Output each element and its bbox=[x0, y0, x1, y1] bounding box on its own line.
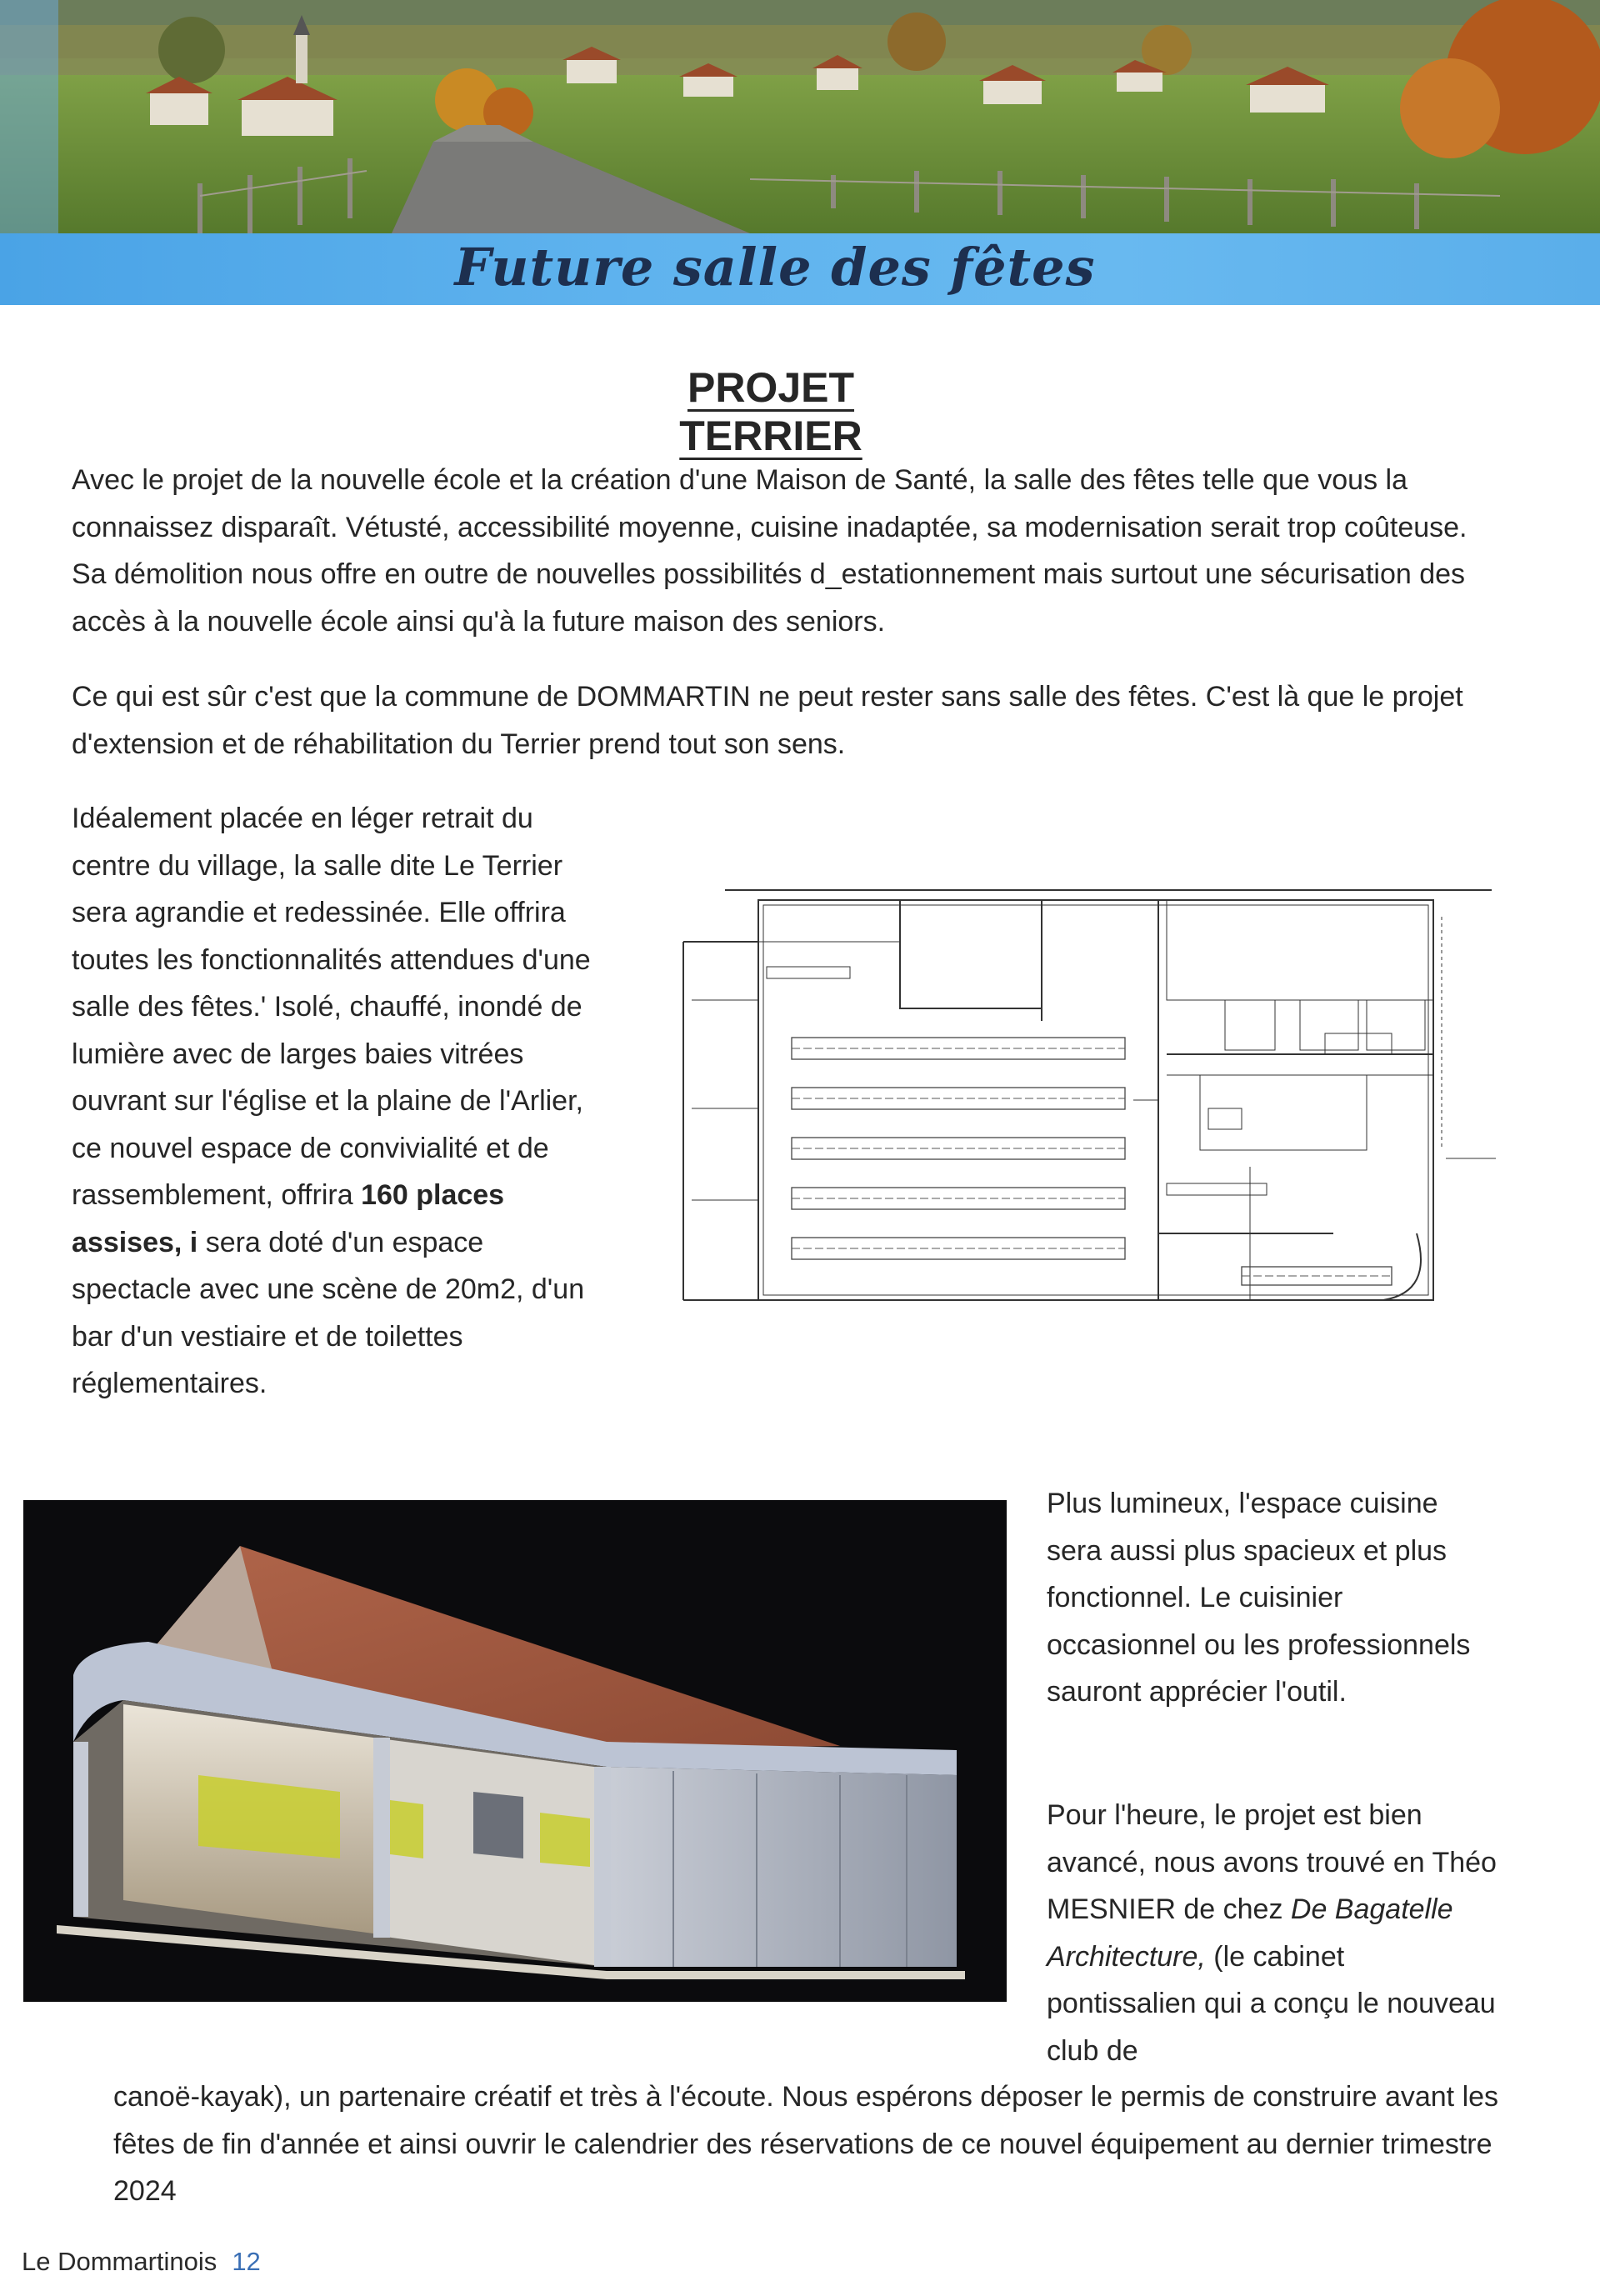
seat-count-highlight: 160 places assises, i bbox=[72, 1179, 505, 1258]
paragraph-commune: Ce qui est sûr c'est que la commune de DOMMARTIN ne peut rester sans salle des fêtes. C'est là que le projet d'extension et de réhabilitation du Terrier prend tout son sens. bbox=[72, 681, 1463, 760]
floor-plan-drawing bbox=[667, 883, 1500, 1329]
village-landscape-photo bbox=[0, 0, 1600, 233]
building-render-drawing bbox=[23, 1500, 1007, 2002]
page-number: 12 bbox=[232, 2247, 261, 2276]
article-heading: PROJET TERRIER bbox=[679, 364, 862, 459]
paragraph-intro: Avec le projet de la nouvelle école et la création d'une Maison de Santé, la salle des fêtes telle que vous la connaissez disparaît. Vétusté, accessibilité moyenne, cuisine inadaptée, sa modernisation serait trop coûteuse. Sa démolition nous offre en outre de nouvelles possibilités d_estationnement mais surtout une sécurisation des accès à la nouvelle école ainsi qu'à la future maison des seniors. bbox=[72, 464, 1468, 638]
page-footer bbox=[22, 2247, 261, 2277]
section-title: Future salle des fêtes bbox=[454, 237, 1096, 298]
architect-firm-name: De Bagatelle Architecture, bbox=[1047, 1893, 1453, 1973]
floor-plan-image bbox=[667, 883, 1500, 1329]
paragraph-kitchen: Plus lumineux, l'espace cuisine sera aussi plus spacieux et plus fonctionnel. Le cuisinier occasionnel ou les professionnels sauront apprécier l'outil. bbox=[1047, 1488, 1471, 1708]
paragraph-architect-text-2: (le cabinet pontissalien qui a conçu le nouveau club de bbox=[1047, 1940, 1496, 2067]
building-render-image bbox=[23, 1500, 1007, 2002]
paragraph-architect-text-1: Pour l'heure, le projet est bien avancé, nous avons trouvé en Théo MESNIER de chez bbox=[1047, 1799, 1497, 1925]
paragraph-architect bbox=[1047, 1792, 1497, 2074]
paragraph-terrier-text-1: Idéalement placée en léger retrait du centre du village, la salle dite Le Terrier sera agrandie et redessinée. Elle offrira toutes les fonctionnalités attendues d'une salle des fêtes.' Isolé, chauffé, inondé de lumière avec de larges baies vitrées ouvrant sur l'église et la plaine de l'Arlier, ce nouvel espace de convivialité et de rassemblement, offrira bbox=[72, 803, 591, 1211]
header-banner bbox=[0, 0, 1600, 233]
paragraph-terrier-text-2: sera doté d'un espace spectacle avec une scène de 20m2, d'un bar d'un vestiaire et de toilettes réglementaires. bbox=[72, 1226, 585, 1399]
paragraph-terrier-description bbox=[72, 795, 597, 1408]
paragraph-timeline: canoë-kayak), un partenaire créatif et très à l'écoute. Nous espérons déposer le permis de construire avant les fêtes de fin d'année et ainsi ouvrir le calendrier des réservations de ce nouvel équipement au dernier trimestre 2024 bbox=[113, 2081, 1499, 2207]
publication-name: Le Dommartinois bbox=[22, 2247, 218, 2276]
